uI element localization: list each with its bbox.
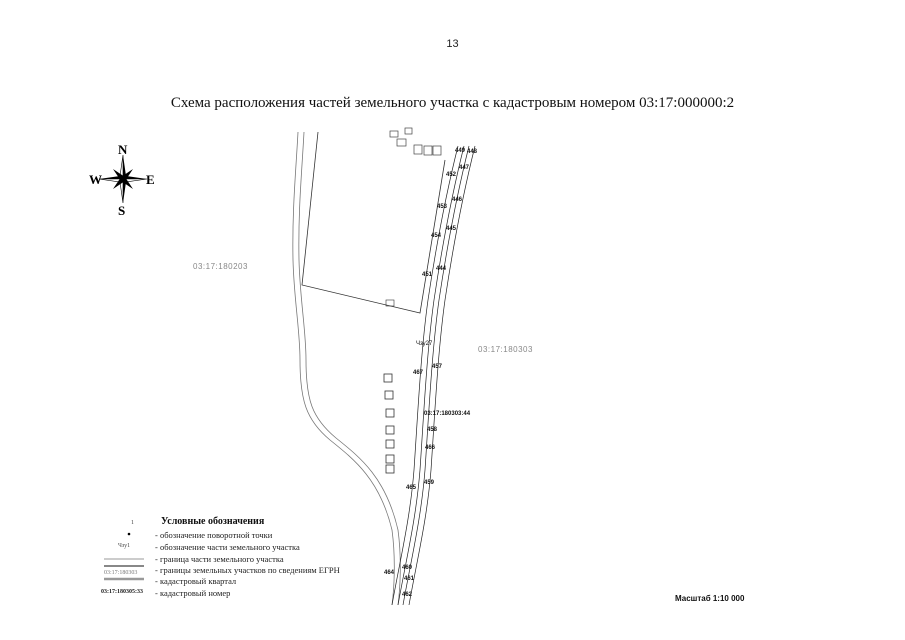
point-label: 446 [452, 197, 463, 203]
point-label: 452 [446, 172, 457, 178]
legend-item: - обозначение части земельного участка [155, 542, 300, 552]
point-label: 460 [402, 565, 413, 571]
point-label: 453 [437, 204, 448, 210]
legend-item: - кадастровый квартал [155, 576, 237, 586]
parcel-cadastral-label: 03:17:180303:44 [424, 411, 471, 417]
compass-north: N [118, 142, 128, 157]
point-label: 467 [413, 370, 424, 376]
point-label: 454 [431, 233, 442, 239]
legend-item: - кадастровый номер [155, 588, 231, 598]
point-label: 466 [425, 445, 436, 451]
scale-label: Масштаб 1:10 000 [675, 594, 745, 603]
legend-item: - граница части земельного участка [155, 554, 284, 564]
point-label: 461 [404, 576, 415, 582]
quarter-label-right: 03:17:180303 [478, 345, 533, 354]
point-label: 449 [455, 148, 466, 154]
river-line-2 [299, 132, 400, 605]
point-label: 451 [422, 272, 433, 278]
legend-title: Условные обозначения [161, 516, 265, 527]
point-label: 458 [427, 427, 438, 433]
point-label: 462 [402, 592, 413, 598]
point-label: 444 [436, 266, 447, 272]
point-label: 447 [459, 165, 470, 171]
buildings-top [390, 128, 441, 155]
road-strip [392, 146, 475, 605]
point-label: 457 [432, 364, 443, 370]
legend-quarter-label: 03:17:180303 [104, 570, 138, 576]
legend-item: - обозначение поворотной точки [155, 530, 273, 540]
part-label: Чзу27 [416, 341, 433, 347]
page-number: 13 [446, 38, 459, 50]
compass-rose-icon [89, 142, 155, 218]
point-label: 448 [467, 149, 478, 155]
buildings-column [384, 374, 394, 473]
point-symbol-icon [128, 533, 131, 536]
point-label: 445 [446, 226, 457, 232]
point-label: 459 [424, 480, 435, 486]
river-line [293, 132, 394, 605]
point-label: 464 [384, 570, 395, 576]
parcel-boundary [302, 132, 445, 313]
compass-east: E [146, 172, 155, 187]
legend-cadastral-label: 03:17:180305:33 [101, 589, 143, 595]
page-title: Схема расположения частей земельного участка с кадастровым номером 03:17:000000:2 [170, 95, 735, 111]
quarter-label-left: 03:17:180203 [193, 262, 248, 271]
legend-point-number: 1 [131, 520, 134, 526]
legend-item: - границы земельных участков по сведениям ЕГРН [155, 565, 340, 575]
legend-part-label: Чзу1 [118, 543, 131, 549]
point-label: 465 [406, 485, 417, 491]
compass-west: W [89, 172, 102, 187]
compass-south: S [118, 203, 126, 218]
